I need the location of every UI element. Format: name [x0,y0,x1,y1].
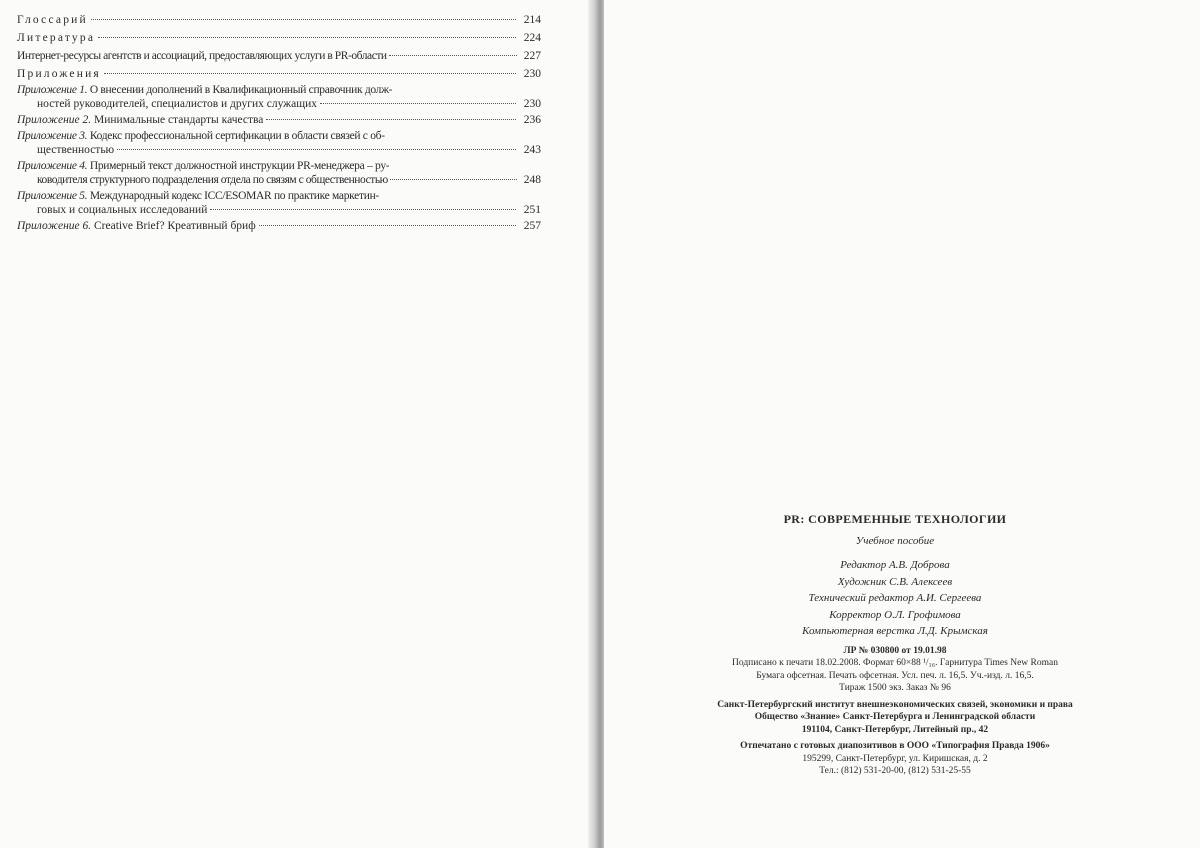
toc-label: Приложения [17,68,101,80]
page-number: 230 [523,68,541,80]
dot-leader [266,119,516,120]
colophon [660,512,1130,778]
toc-label: Минимальные стандарты качества [94,114,264,126]
dot-leader [117,149,516,150]
toc-entry-internet [17,49,541,63]
print-info-line: Тираж 1500 экз. Заказ № 96 [839,683,951,693]
page-number: 224 [523,32,541,44]
toc-label: Глоссарий [17,14,88,26]
page-number: 257 [523,220,541,232]
toc-label: Международный кодекс ICC/ESOMAR по практике маркетин- [89,190,379,202]
appendix-prefix: Приложение 3. [17,130,88,142]
toc-label-continued: говых и социальных исследований [37,204,208,216]
toc-entry-appendix-1 [17,83,541,111]
dot-leader [259,225,516,226]
printer-phone: Тел.: (812) 531-20-00, (812) 531-25-55 [819,766,971,776]
table-of-contents [17,13,541,235]
dot-leader [389,55,517,56]
toc-label: Литература [17,32,96,44]
toc-entry-appendix-2 [17,113,541,127]
print-info-line: Подписано к печати 18.02.2008. Формат 60×88 ¹/₁₆. Гарнитура Times New Roman [732,658,1058,668]
toc-label: Интернет-ресурсы агентств и ассоциаций, предоставляющих услуги в PR-области [17,50,387,62]
book-subtitle: Учебное пособие [855,535,935,547]
page-number: 248 [523,174,541,186]
page-number: 230 [523,98,541,110]
dot-leader [91,19,516,20]
toc-entry-appendix-6 [17,219,541,233]
toc-entry-appendix-5 [17,189,541,217]
page-number: 236 [523,114,541,126]
appendix-prefix: Приложение 1. [17,84,88,96]
dot-leader [320,103,516,104]
printer-line: Отпечатано с готовых диапозитивов в ООО «Типография Правда 1906» [740,741,1050,751]
book-title: PR: СОВРЕМЕННЫЕ ТЕХНОЛОГИИ [783,512,1007,526]
appendix-prefix: Приложение 4. [17,160,88,172]
credit-line: Художник С.В. Алексеев [837,575,953,588]
page-number: 214 [523,14,541,26]
page-number: 251 [523,204,541,216]
toc-entry-literature [17,31,541,45]
toc-label-continued: щественностью [37,144,115,156]
appendix-prefix: Приложение 5. [17,190,88,202]
credits-list [660,557,1130,640]
license-line: ЛР № 030800 от 19.01.98 [843,645,947,656]
toc-label: Примерный текст должностной инструкции PR-менеджера – ру- [89,160,390,172]
toc-label: Кодекс профессиональной сертификации в области связей с об- [89,130,385,142]
toc-label: Creative Brief? Креативный бриф [94,220,256,232]
publisher-line: Общество «Знание» Санкт-Петербурга и Ленинградской области [754,712,1036,722]
toc-entry-appendix-3 [17,129,541,157]
dot-leader [104,73,516,74]
appendix-prefix: Приложение 2. [17,114,92,126]
dot-leader [98,37,516,38]
credit-line: Технический редактор А.И. Сергеева [808,592,982,604]
toc-entry-glossary [17,13,541,27]
toc-label: О внесении дополнений в Квалификационный справочник долж- [89,84,393,96]
toc-label-continued: ководителя структурного подразделения отдела по связям с общественностью [37,174,388,186]
page-number: 227 [523,50,541,62]
credit-line: Компьютерная верстка Л.Д. Крымская [802,625,988,637]
credit-line: Редактор А.В. Доброва [840,559,950,571]
print-info-line: Бумага офсетная. Печать офсетная. Усл. печ. л. 16,5. Уч.-изд. л. 16,5. [756,670,1034,681]
publisher-address: 191104, Санкт-Петербург, Литейный пр., 42 [801,724,989,735]
printer-address: 195299, Санкт-Петербург, ул. Киришская, д. 2 [802,753,988,764]
toc-entry-appendices [17,67,541,81]
appendix-prefix: Приложение 6. [17,220,92,232]
credit-line: Корректор О.Л. Грофимова [829,608,961,621]
dot-leader [390,179,517,180]
dot-leader [210,209,516,210]
toc-entry-appendix-4 [17,159,541,187]
page-number: 243 [523,144,541,156]
publisher-line: Санкт-Петербургский институт внешнеэкономических связей, экономики и права [717,699,1073,710]
toc-label-continued: ностей руководителей, специалистов и других служащих [37,98,317,110]
left-page [0,0,596,848]
